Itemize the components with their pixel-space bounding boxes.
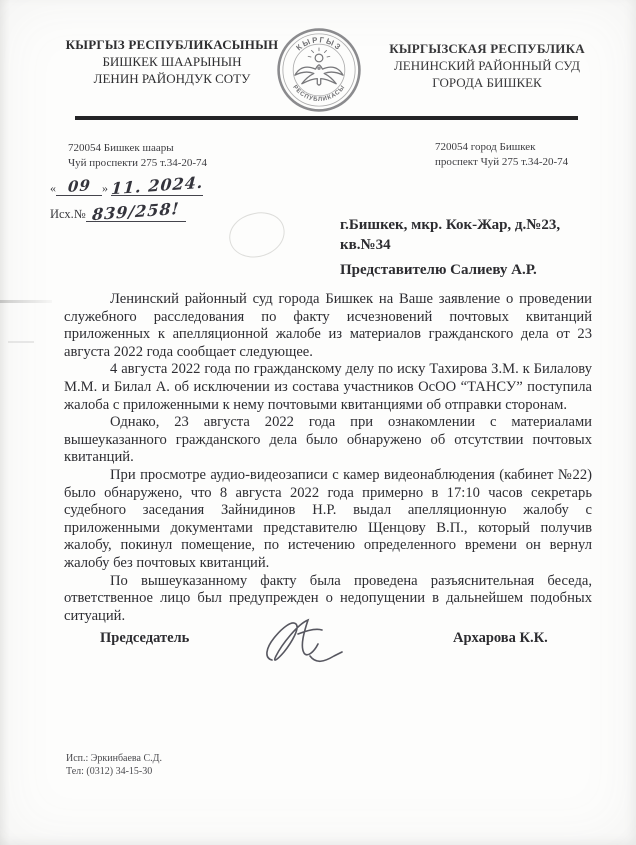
recipient-address-line2: кв.№34 (340, 237, 391, 253)
scan-circle-artifact (225, 208, 289, 263)
outgoing-number-label: Исх.№ (50, 207, 86, 221)
body-paragraph-2: 4 августа 2022 года по гражданскому делу по иску Тахирова З.М. к Билалову М.М. и Билал А. об исключении из состава участников ОсОО “ТАНСУ” поступила жалоба с приложенными к нему почтовыми квитанциями об отправки сторонам. (64, 361, 592, 413)
handwritten-outgoing-number: 839/258! (91, 198, 181, 225)
handwritten-signature-icon (258, 612, 353, 674)
seal-top-text: КЫРГЫЗ (294, 35, 344, 53)
body-paragraph-4: При просмотре аудио-видеозаписи с камер видеонаблюдения (кабинет №22) было обнаружено, что 8 августа 2022 года примерно в 17:10 часов секретарь судебного заседания Зайнидинов Н.Р. выдал апелляционную жалобу с приложенными документами представителю Щенцову В.П., который получив жалобу, покинул помещение, по истечению определенного времени он вернул жалобу без почтовых квитанций. (64, 466, 592, 571)
court-address-russian (435, 140, 568, 170)
executor-name: Исп.: Эркинбаева С.Д. (66, 753, 162, 764)
scan-dash-artifact (0, 300, 52, 303)
address-left-line1: 720054 Бишкек шаары (68, 142, 174, 154)
recipient-address-line1: г.Бишкек, мкр. Кок-Жар, д.№23, (340, 217, 561, 233)
address-right-line1: 720054 город Бишкек (435, 141, 536, 153)
header-right-line3: ГОРОДА БИШКЕК (432, 75, 542, 90)
outgoing-number-line (50, 198, 203, 228)
handwritten-day: 09 (66, 176, 92, 196)
body-paragraph-3: Однако, 23 августа 2022 года при ознакомлении с материалами вышеуказанного гражданского дела было обнаружено об отсутствии почтовых квитанций. (64, 414, 592, 466)
court-address-kyrgyz (68, 141, 207, 171)
recipient-address (340, 215, 560, 255)
scan-dash-artifact-2 (8, 341, 34, 343)
header-divider-rule (75, 116, 578, 120)
seal-bottom-text: РЕСПУБЛИКАСЫ (291, 84, 347, 104)
body-paragraph-5: По вышеуказанному факту была проведена разъяснительная беседа, ответственное лицо был предупрежден о недопущении в дальнейшем подобных ситуаций. (64, 572, 592, 624)
scan-edge-shading (0, 0, 10, 845)
letter-body (64, 291, 592, 625)
body-paragraph-1: Ленинский районный суд города Бишкек на Ваше заявление о проведении служебного расследования по факту исчезновений почтовых квитанций приложенных к апелляционной жалобе из материалов гражданского дела от 23 августа 2022 года сообщает следующее. (64, 291, 592, 360)
signer-title: Председатель (100, 630, 190, 646)
header-left-line3: ЛЕНИН РАЙОНДУК СОТУ (93, 71, 251, 86)
header-left-kyrgyz (56, 36, 288, 87)
quote-open: « (50, 181, 56, 195)
signer-name: Архарова К.К. (453, 630, 548, 646)
header-right-line2: ЛЕНИНСКИЙ РАЙОННЫЙ СУД (393, 58, 581, 73)
executor-footer (66, 752, 162, 778)
quote-close: » (102, 181, 108, 195)
recipient-name: Представителю Салиеву А.Р. (340, 262, 537, 278)
header-left-line2: БИШКЕК ШААРЫНЫН (102, 54, 242, 69)
handwritten-month-year: 11. 2024. (110, 172, 205, 199)
header-left-line1: КЫРГЫЗ РЕСПУБЛИКАСЫНЫН (65, 37, 279, 52)
header-right-russian (381, 40, 593, 91)
address-right-line2: проспект Чуй 275 т.34-20-74 (435, 156, 569, 168)
outgoing-reference-block (50, 172, 205, 228)
executor-phone: Тел: (0312) 34-15-30 (66, 766, 153, 777)
kyrgyz-republic-seal-icon (276, 27, 362, 113)
address-left-line2: Чуй проспекти 275 т.34-20-74 (68, 157, 208, 169)
header-right-line1: КЫРГЫЗСКАЯ РЕСПУБЛИКА (389, 41, 585, 56)
